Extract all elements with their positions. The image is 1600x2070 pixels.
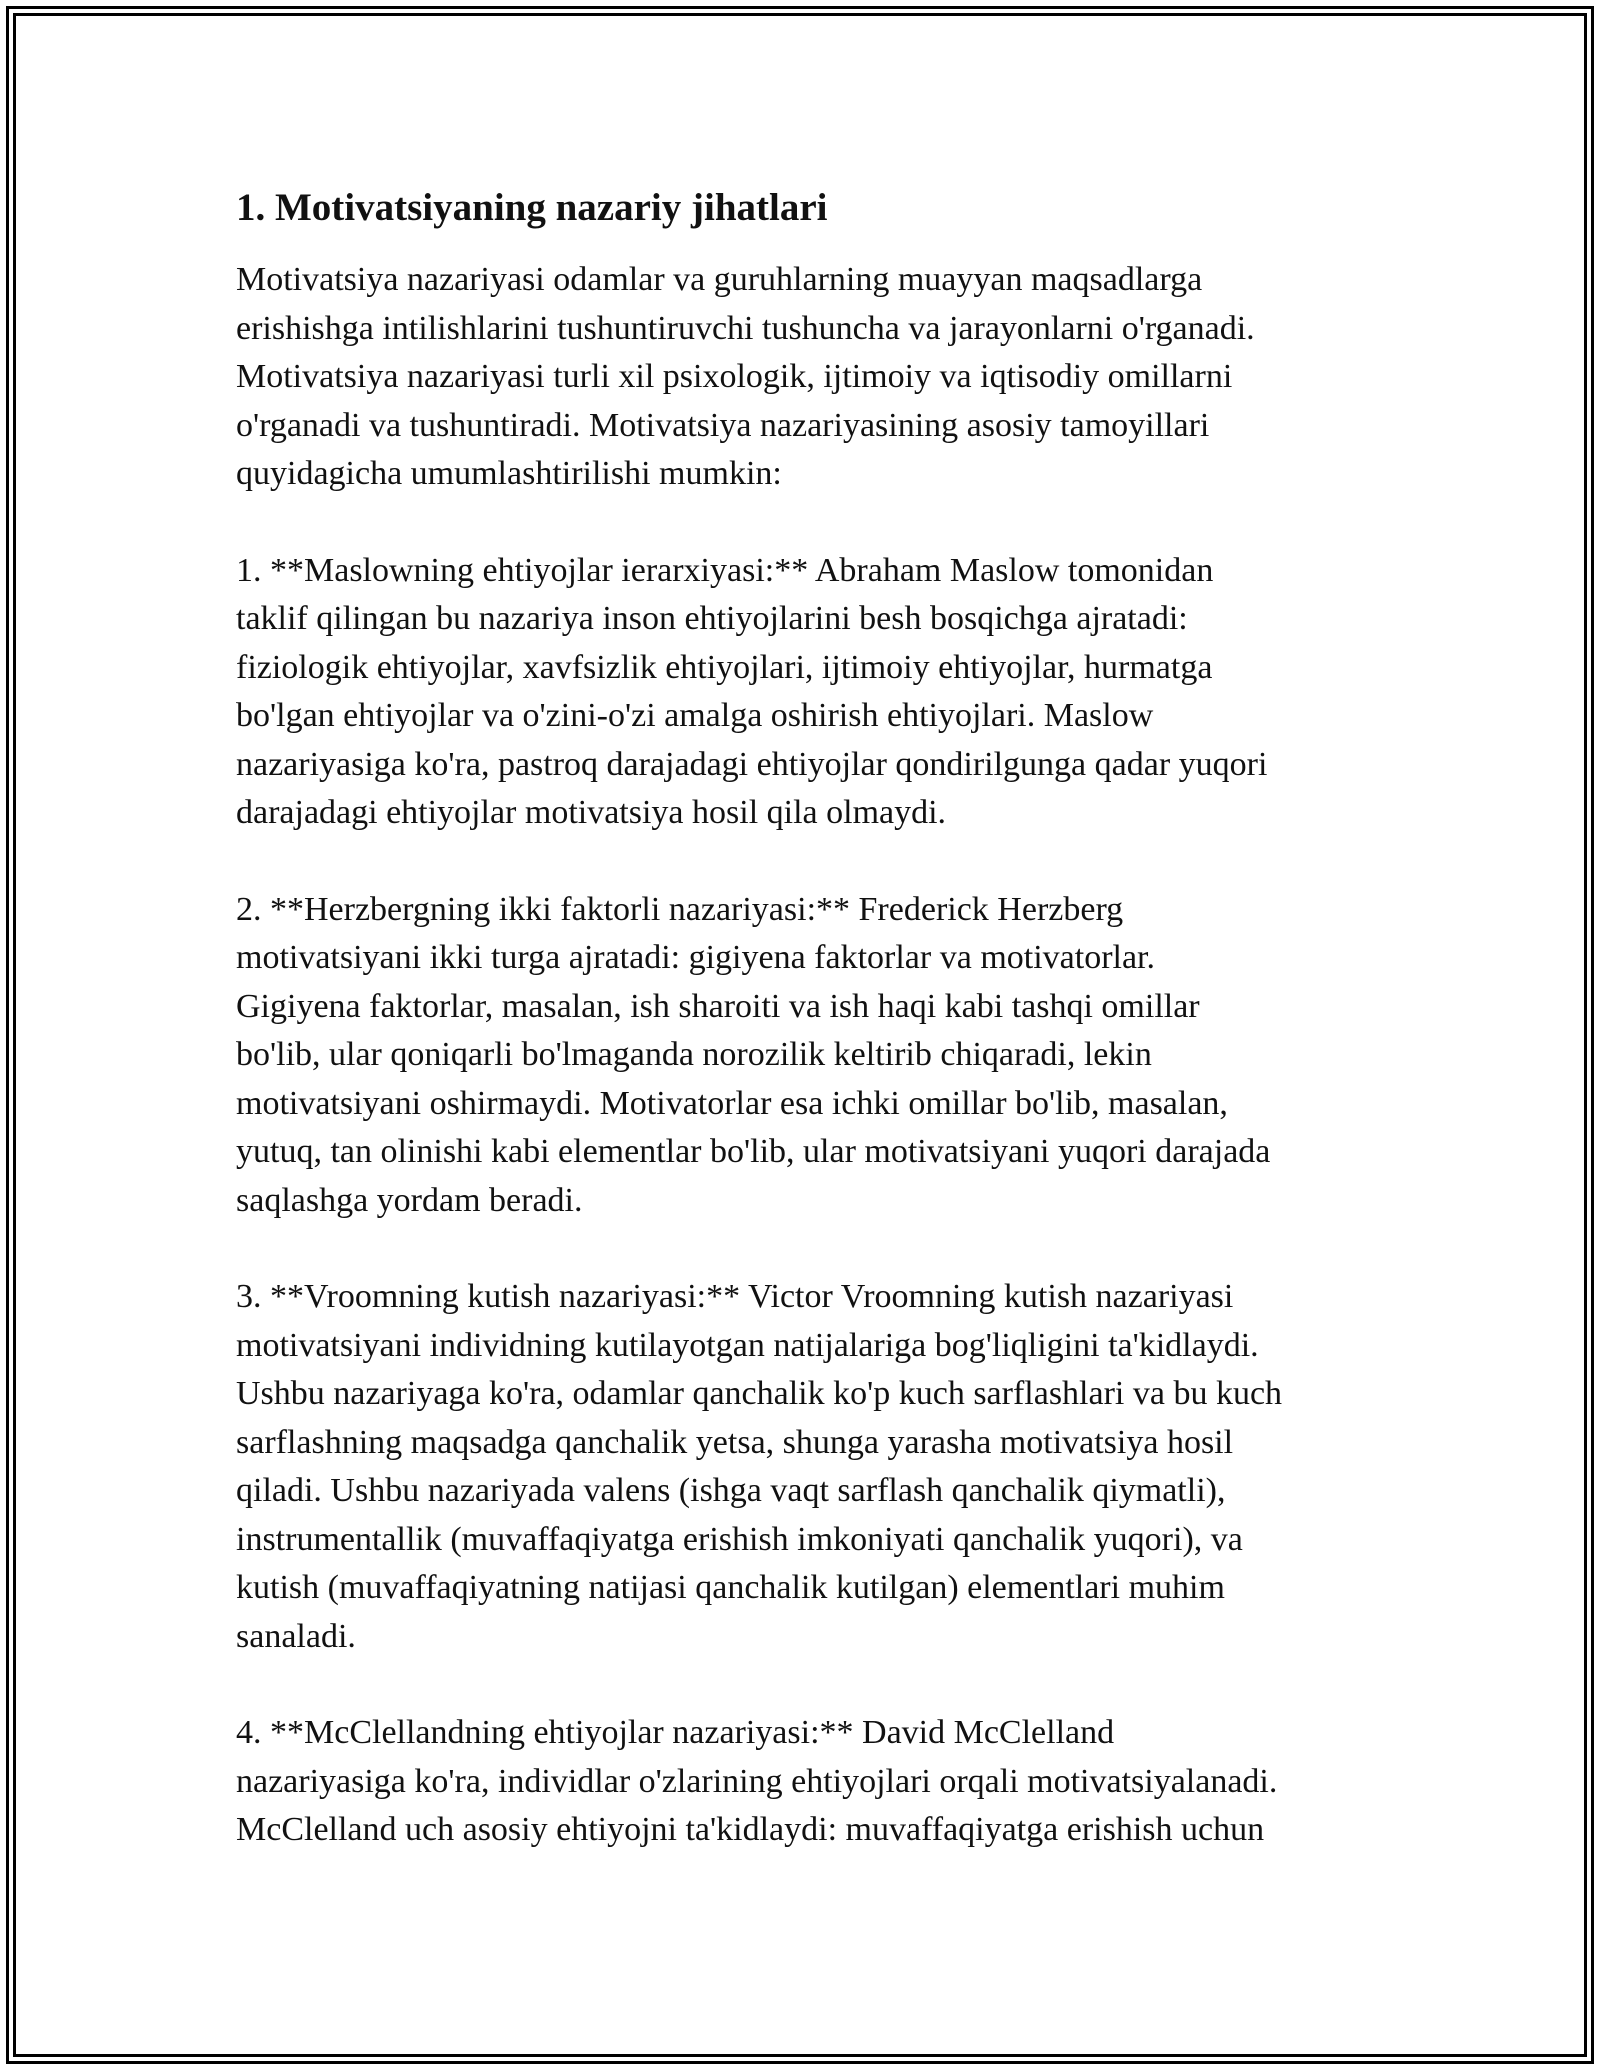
document-body [236, 182, 1376, 1855]
mcclelland-paragraph: 4. **McClellandning ehtiyojlar nazariyasi:** David McClelland nazariyasiga ko'ra, individlar o'zlarining ehtiyojlari orqali motivatsiyalanadi. McClelland uch asosiy ehtiyojni ta'kidlaydi: muvaffaqiyatga erishish uchun [236, 1714, 1278, 1848]
maslow-paragraph: 1. **Maslowning ehtiyojlar ierarxiyasi:** Abraham Maslow tomonidan taklif qilingan bu nazariya inson ehtiyojlarini besh bosqichga ajratadi: fiziologik ehtiyojlar, xavfsizlik ehtiyojlari, ijtimoiy ehtiyojlar, hurmatga bo'lgan ehtiyojlar va o'zini-o'zi amalga oshirish ehtiyojlari. Maslow nazariyasiga ko'ra, pastroq darajadagi ehtiyojlar qondirilgunga qadar yuqori darajadagi ehtiyojlar motivatsiya hosil qila olmaydi. [236, 551, 1268, 831]
herzberg-paragraph: 2. **Herzbergning ikki faktorli nazariyasi:** Frederick Herzberg motivatsiyani ikki turga ajratadi: gigiyena faktorlar va motivatorlar. Gigiyena faktorlar, masalan, ish sharoiti va ish haqi kabi tashqi omillar bo'lib, ular qoniqarli bo'lmaganda norozilik keltirib chiqaradi, lekin motivatsiyani oshirmaydi. Motivatorlar esa ichki omillar bo'lib, masalan, yutuq, tan olinishi kabi elementlar bo'lib, ular motivatsiyani yuqori darajada saqlashga yordam beradi. [236, 890, 1271, 1219]
vroom-paragraph: 3. **Vroomning kutish nazariyasi:** Victor Vroomning kutish nazariyasi motivatsiyani individning kutilayotgan natijalariga bog'liqligini ta'kidlaydi. Ushbu nazariyaga ko'ra, odamlar qanchalik ko'p kuch sarflashlari va bu kuch sarflashning maqsadga qanchalik yetsa, shunga yarasha motivatsiya hosil qiladi. Ushbu nazariyada valens (ishga vaqt sarflash qanchalik qiymatli), instrumentallik (muvaffaqiyatga erishish imkoniyati qanchalik yuqori), va kutish (muvaffaqiyatning natijasi qanchalik kutilgan) elementlari muhim sanaladi. [236, 1278, 1283, 1655]
section-heading: 1. Motivatsiyaning nazariy jihatlari [236, 186, 828, 229]
intro-paragraph: Motivatsiya nazariyasi odamlar va guruhlarning muayyan maqsadlarga erishishga intilishlarini tushuntiruvchi tushuncha va jarayonlarni o'rganadi. Motivatsiya nazariyasi turli xil psixologik, ijtimoiy va iqtisodiy omillarni o'rganadi va tushuntiradi. Motivatsiya nazariyasining asosiy tamoyillari quyidagicha umumlashtirilishi mumkin: [236, 261, 1255, 492]
